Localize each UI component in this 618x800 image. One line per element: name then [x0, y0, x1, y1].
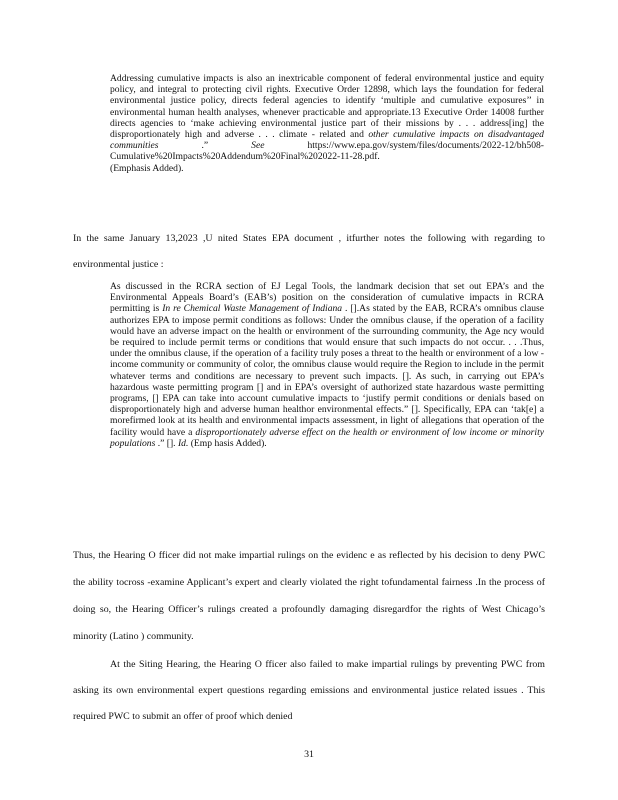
page-number: 31	[304, 749, 314, 760]
quote-text-body: . [].As stated by the EAB, RCRA’s omnibus clause authorizes EPA to impose permit conditions as follows: Under the omnibus clause, if the operation of a facility would have an adverse impact on the health or environment of the surrounding community, the Age ncy would be required to include permit terms or conditions that would ensure that such impacts do not occur. . . .Thus, under the omnibus clause, if the operation of a facility truly poses a threat to the health or environment of a low -income community or community of color, the omnibus clause would require the Region to include in the permit whatever terms and conditions are necessary to prevent such impacts. []. As such, in carrying out EPA’s hazardous waste permitting program [] and in EPA’s oversight of authorized state hazardous waste permitting programs, [] EPA can take into account cumulative impacts to ‘justify permit conditions or denials based on disproportionately high and adverse human healthor environmental effects.” []. Specifically, EPA can ‘tak[e] a morefirmed look at its health and environmental impacts assessment, in light of allegations that operation of the facility would have a	[110, 303, 544, 438]
paragraph-hearing-officer: Thus, the Hearing O fficer did not make impartial rulings on the evidenc e as reflected by his decision to deny PWC the ability tocross -examine Applicant’s expert and clearly violated the right tofundamental fairness .In the process of doing so, the Hearing Officer’s rulings created a profoundly damaging disregardfor the rights of West Chicago’s minority (Latino ) community.	[73, 550, 545, 642]
quote-text: As discussed in the RCRA section of EJ Legal Tools, the landmark decision that set out EPA’s and the Environmental Appeals Board’s (EAB’s) position on the consideration of cumulative impacts in RCRA permitting is	[110, 281, 544, 315]
quote-italic-text: disproportionately adverse effect on the health or environment of low income or minority populations	[110, 426, 544, 449]
block-quote-cumulative-impacts	[110, 73, 544, 174]
emphasis-note: (Emphasis Added).	[110, 162, 184, 174]
see-signal: See	[251, 140, 265, 152]
paragraph-siting-hearing: At the Siting Hearing, the Hearing O fficer also failed to make impartial rulings by preventing PWC from asking its own environmental expert questions regarding emissions and environmental justice related issues . This required PWC to submit an offer of proof which denied	[73, 659, 545, 722]
quote-text: Addressing cumulative impacts is also an inextricable component of federal environmental justice and equity policy, and integral to protecting civil rights. Executive Order 12898, which lays the foundation for federal environmental justice policy, directs federal agencies to identify ‘multiple and cumulative exposures’’ in environmental human health analyses, whenever practicable and appropriate.13 Executive Order 14008 further directs agencies to ‘make achieving environmental justice part of their missions by . . . address[ing] the disproportionately high and adverse . . . climate - related and	[110, 73, 544, 141]
quote-text-after-italic: .”	[158, 140, 252, 152]
id-citation: Id.	[177, 437, 189, 449]
block-quote-rcra	[110, 281, 544, 449]
quote-italic-text: other cumulative impacts on disadvantaged communities	[110, 129, 544, 152]
quote-text-close: .” [].	[155, 437, 178, 449]
emphasis-note: (Emp hasis Added).	[188, 437, 267, 449]
paragraph-intro: In the same January 13,2023 ,U nited States EPA document , itfurther notes the following with regarding to environmental justice :	[73, 233, 545, 270]
source-url: https://www.epa.gov/system/files/documents/2022-12/bh508-Cumulative%20Impacts%20Addendum%20Final%202022-11-28.pdf.	[110, 140, 544, 163]
case-name: In re Chemical Waste Management of Indiana	[162, 303, 343, 315]
